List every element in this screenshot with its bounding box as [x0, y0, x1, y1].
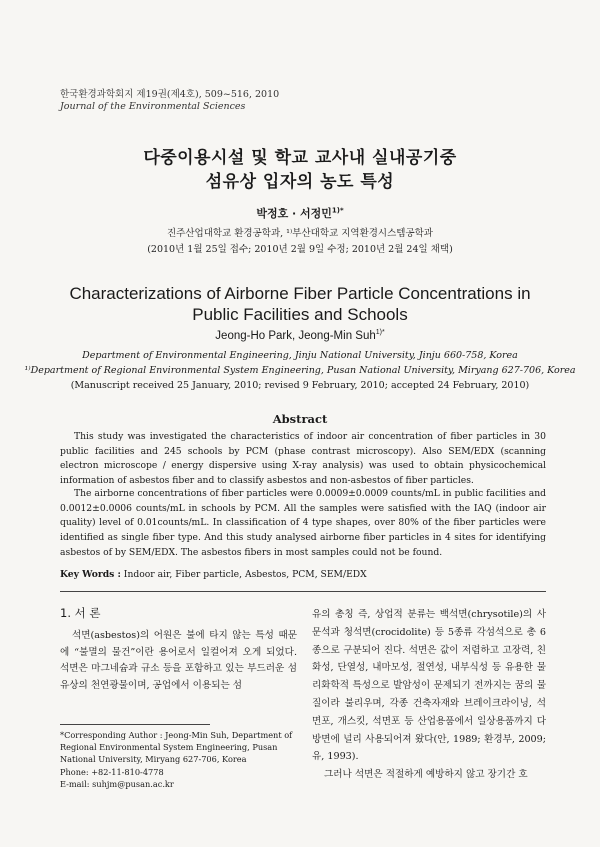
footnote-email: E-mail: suhjm@pusan.ac.kr [60, 778, 174, 789]
english-title-line-1: Characterizations of Airborne Fiber Particle Concentrations in [69, 284, 531, 303]
footnote-phone: Phone: +82-11-810-4778 [60, 766, 164, 777]
keywords-value: Indoor air, Fiber particle, Asbestos, PCM, SEM/EDX [120, 569, 367, 580]
korean-dates: (2010년 1월 25일 접수; 2010년 2월 9일 수정; 2010년 2월 24일 채택) [147, 244, 453, 255]
korean-title-line-1: 다중이용시설 및 학교 교사내 실내공기중 [143, 148, 457, 168]
korean-authors-names: 박정호 · 서정민 [256, 207, 332, 220]
korean-title-line-2: 섬유상 입자의 농도 특성 [205, 172, 395, 192]
abstract-paragraph-1: This study was investigated the characteristics of indoor air concentration of fiber particles in 30 public facilities and 245 schools by PCM (phase contrast microscopy). Also SEM/EDX (scanning electron microscope / energy dispersive using X-ray analysis) was used to obtain physicochemical information of asbestos fiber and to classify asbestos and non-asbestos of fiber particles. [60, 431, 546, 487]
footnote-rule [60, 724, 210, 725]
english-authors-names: Jeong-Ho Park, Jeong-Min Suh [215, 329, 376, 342]
english-affiliation-1: Department of Environmental Engineering, Jinju National University, Jinju 660-758, Korea [82, 350, 518, 361]
body-left-column: 석면(asbestos)의 어원은 불에 타지 않는 특성 때문에 “불멸의 물건”이란 용어로서 일컬어져 오게 되었다. 석면은 마그네슘과 규소 등을 포함하고 있는 부드러운 섬유상의 천연광물이며, 공업에서 이용되는 섬 [60, 630, 297, 691]
body-right-column [312, 606, 546, 784]
english-authors [0, 329, 600, 342]
keywords-label: Key Words : [60, 569, 121, 580]
english-title-line-2: Public Facilities and Schools [192, 305, 408, 324]
footnote-author: *Corresponding Author : Jeong-Min Suh, Department of Regional Environmental System Engineering, Pusan National University, Miryang 627-706, Korea [60, 730, 293, 765]
keywords [60, 569, 367, 580]
abstract-paragraph-2: The airborne concentrations of fiber particles were 0.0009±0.0009 counts/mL in public facilities and 0.0012±0.0006 counts/mL in schools by PCM. All the samples were satisfied with the IAQ (indoor air quality) level of 0.01counts/mL. In classification of 4 type shapes, over 80% of the fiber particles were identified as single fiber type. And this study analysed airborne fiber particles in 4 sites for identifying asbestos of by SEM/EDX. The asbestos fibers in most samples could not be found. [60, 488, 546, 558]
section-divider [60, 591, 546, 592]
abstract-heading: Abstract [272, 412, 328, 426]
body-right-paragraph-1: 유의 총칭 즉, 상업적 분류는 백석면(chrysotile)의 사문석과 청석면(crocidolite) 등 5종류 각섬석으로 총 6종으로 구분되어 진다. 석면은 값이 저렴하고 고장력, 친화성, 단열성, 내마모성, 절연성, 내부식성 등 유용한 물리화학적 특성으로 발암성이 문제되기 전까지는 꿈의 물질이라 불리우며, 각종 건축자재와 브레이크라이닝, 석면포, 개스킷, 석면포 등 산업용품에서 일상용품까지 다방면에 널리 사용되어져 왔다(안, 1989; 환경부, 2009; 유, 1993). [312, 609, 546, 763]
english-dates: (Manuscript received 25 January, 2010; revised 9 February, 2010; accepted 24 February, 2010) [70, 380, 530, 391]
korean-affiliation: 진주산업대학교 환경공학과, ¹⁾부산대학교 지역환경시스템공학과 [166, 228, 433, 239]
journal-header-korean: 한국환경과학회지 제19권(제4호), 509~516, 2010 [60, 89, 280, 100]
english-authors-mark: 1)* [375, 329, 385, 336]
corresponding-author-footnote [60, 729, 300, 790]
section-1-title: 1. 서 론 [60, 606, 101, 620]
body-right-paragraph-2: 그러나 석면은 적절하게 예방하지 않고 장기간 호 [324, 769, 528, 781]
english-affiliation-2: ¹⁾Department of Regional Environmental System Engineering, Pusan National University, Miryang 627-706, Korea [24, 365, 576, 376]
korean-authors-mark: 1)* [331, 206, 344, 215]
journal-header-english: Journal of the Environmental Sciences [60, 101, 246, 112]
korean-authors [0, 205, 600, 221]
